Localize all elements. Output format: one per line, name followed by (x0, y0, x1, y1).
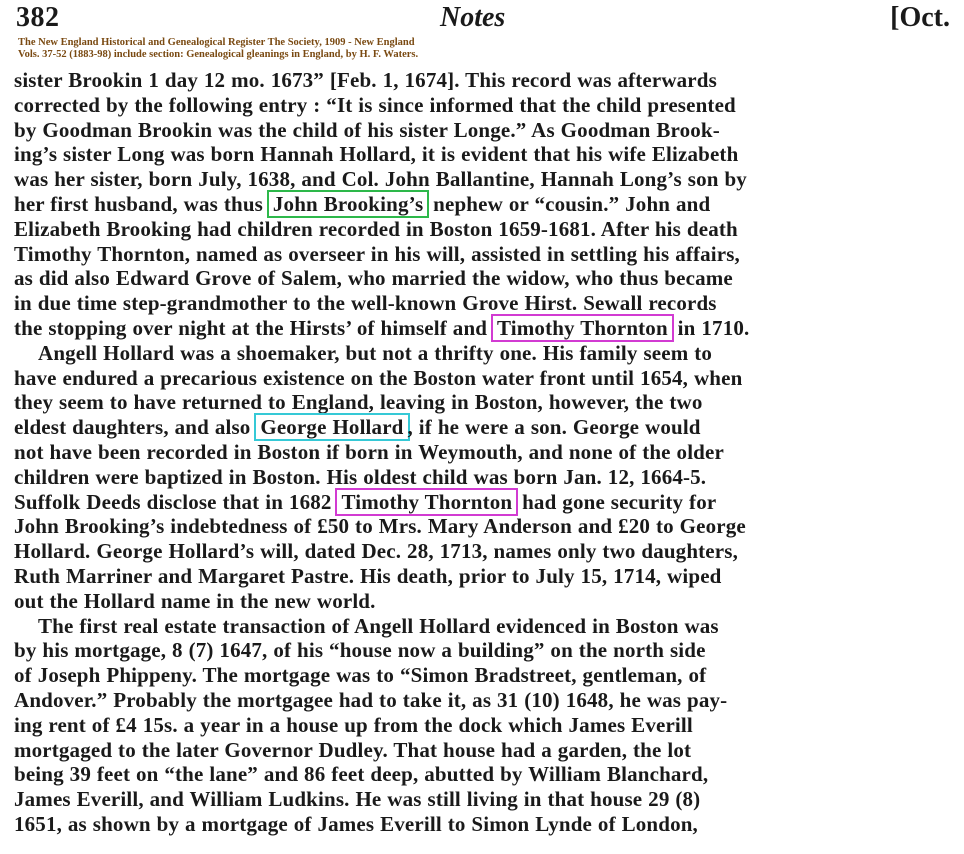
page-header (0, 0, 964, 36)
text-line (14, 738, 956, 763)
running-title: Notes (440, 2, 506, 33)
text-segment: Timothy Thornton, named as overseer in his will, assisted in settling his affairs, (14, 241, 740, 266)
text-segment: nephew or “cousin.” John and (427, 191, 711, 216)
text-segment: was her sister, born July, 1638, and Col. John Ballantine, Hannah Long’s son by (14, 167, 747, 192)
text-segment: Ruth Marriner and Margaret Pastre. His death, prior to July 15, 1714, wiped (14, 563, 722, 588)
page-number: 382 (16, 2, 60, 33)
text-segment: Angell Hollard was a shoemaker, but not a thrifty one. His family seem to (38, 340, 713, 365)
text-segment: in due time step-grandmother to the well-known Grove Hirst. Sewall records (14, 291, 717, 316)
running-date: [Oct. (890, 2, 950, 33)
text-segment: by his mortgage, 8 (7) 1647, of his “house now a building” on the north side (14, 638, 706, 663)
text-segment: out the Hollard name in the new world. (14, 588, 376, 613)
text-line (14, 589, 956, 614)
citation-line: The New England Historical and Genealogical Register The Society, 1909 - New England (18, 37, 415, 48)
text-line (14, 68, 956, 93)
text-segment: 1651, as shown by a mortgage of James Everill to Simon Lynde of London, (14, 811, 698, 836)
highlighted-name-magenta: Timothy Thornton (335, 488, 518, 516)
text-segment: Elizabeth Brooking had children recorded in Boston 1659-1681. After his death (14, 216, 738, 241)
text-segment: had gone security for (516, 489, 717, 514)
text-segment: being 39 feet on “the lane” and 86 feet deep, abutted by William Blanchard, (14, 762, 709, 787)
text-segment: corrected by the following entry : “It is since informed that the child presented (14, 92, 736, 117)
body-text (14, 68, 956, 837)
text-line (14, 564, 956, 589)
text-line (14, 514, 956, 539)
text-line (14, 539, 956, 564)
text-segment: not have been recorded in Boston if born in Weymouth, and none of the older (14, 439, 724, 464)
text-segment: eldest daughters, and also (14, 415, 257, 440)
text-segment: James Everill, and William Ludkins. He was still living in that house 29 (8) (14, 787, 701, 812)
text-segment: sister Brookin 1 day 12 mo. 1673” [Feb. 1, 1674]. This record was afterwards (14, 68, 717, 92)
citation-line: Vols. 37-52 (1883-98) include section: Genealogical gleanings in England, by H. F. Waters. (18, 49, 419, 60)
text-line (14, 812, 956, 837)
highlighted-name-cyan: George Hollard (254, 413, 409, 441)
text-segment: the stopping over night at the Hirsts’ of himself and (14, 315, 494, 340)
text-segment: mortgaged to the later Governor Dudley. That house had a garden, the lot (14, 737, 692, 762)
text-line (14, 217, 956, 242)
text-line (14, 663, 956, 688)
text-line (14, 93, 956, 118)
text-segment: Suffolk Deeds disclose that in 1682 (14, 489, 338, 514)
text-segment: children were baptized in Boston. His oldest child was born Jan. 12, 1664-5. (14, 464, 707, 489)
text-line (14, 266, 956, 291)
text-line (14, 167, 956, 192)
text-line (14, 614, 956, 639)
text-line (14, 291, 956, 316)
source-citation (18, 37, 638, 61)
text-line (14, 415, 956, 440)
text-segment: her first husband, was thus (14, 191, 269, 216)
text-segment: as did also Edward Grove of Salem, who married the widow, who thus became (14, 266, 733, 291)
text-segment: Hollard. George Hollard’s will, dated Dec. 28, 1713, names only two daughters, (14, 539, 738, 564)
text-line (14, 390, 956, 415)
text-segment: in 1710. (671, 315, 750, 340)
text-line (14, 316, 956, 341)
text-line (14, 142, 956, 167)
text-line (14, 762, 956, 787)
text-line (14, 465, 956, 490)
text-line (14, 118, 956, 143)
text-line (14, 192, 956, 217)
text-line (14, 688, 956, 713)
highlighted-name-green: John Brooking’s (267, 190, 429, 218)
text-line (14, 787, 956, 812)
text-segment: by Goodman Brookin was the child of his sister Longe.” As Goodman Brook- (14, 117, 720, 142)
text-segment: The first real estate transaction of Angell Hollard evidenced in Boston was (38, 613, 719, 638)
text-segment: they seem to have returned to England, leaving in Boston, however, the two (14, 390, 703, 415)
text-segment: Andover.” Probably the mortgagee had to take it, as 31 (10) 1648, he was pay- (14, 687, 728, 712)
text-segment: ing’s sister Long was born Hannah Hollard, it is evident that his wife Elizabeth (14, 142, 739, 167)
text-segment: John Brooking’s indebtedness of £50 to Mrs. Mary Anderson and £20 to George (14, 514, 746, 539)
text-line (14, 638, 956, 663)
text-line (14, 341, 956, 366)
text-line (14, 242, 956, 267)
highlighted-name-magenta: Timothy Thornton (491, 314, 674, 342)
text-segment: have endured a precarious existence on the Boston water front until 1654, when (14, 365, 743, 390)
text-line (14, 490, 956, 515)
text-segment: ing rent of £4 15s. a year in a house up from the dock which James Everill (14, 712, 693, 737)
text-line (14, 713, 956, 738)
text-segment: of Joseph Phippeny. The mortgage was to “Simon Bradstreet, gentleman, of (14, 663, 707, 688)
text-line (14, 440, 956, 465)
text-line (14, 366, 956, 391)
text-segment: , if he were a son. George would (407, 415, 701, 440)
